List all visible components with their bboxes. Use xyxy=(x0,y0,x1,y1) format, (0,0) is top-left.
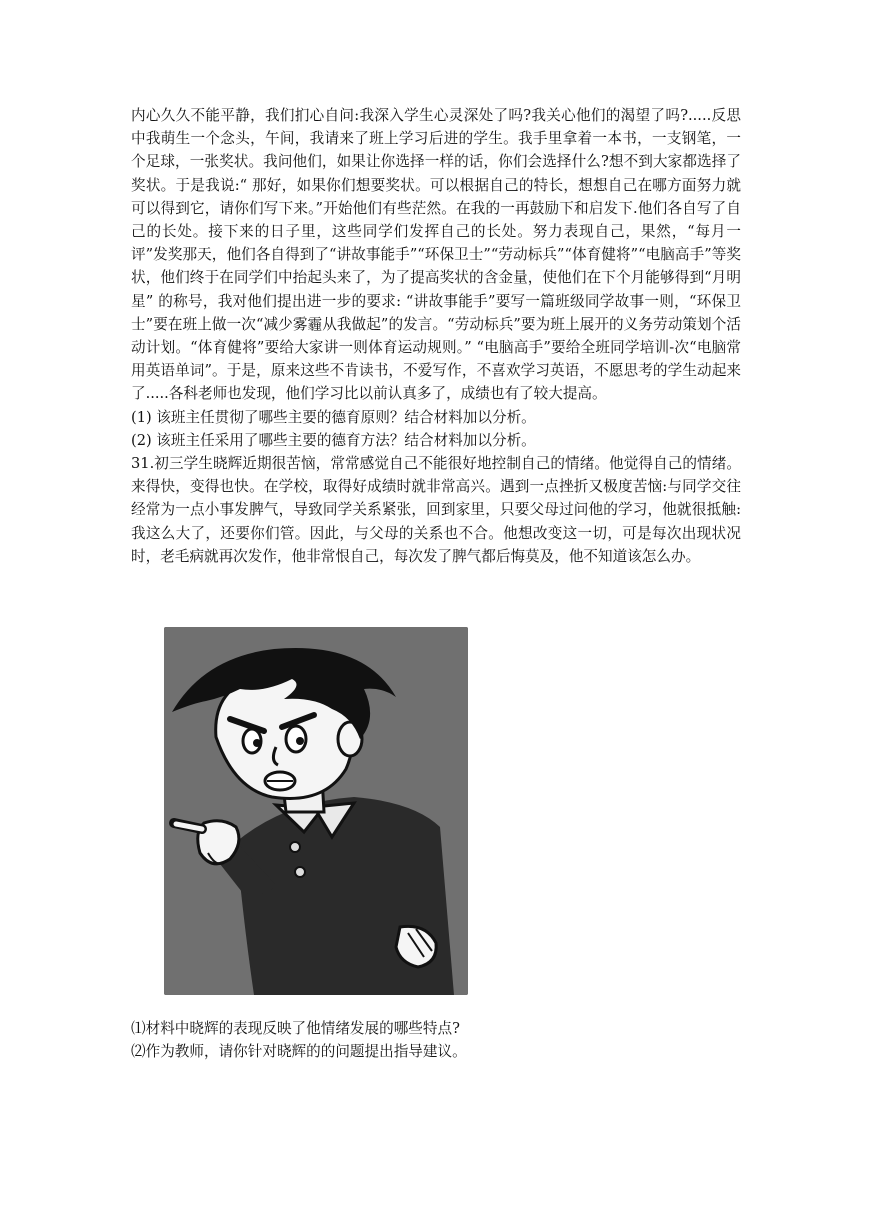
passage-30-paragraph: 内心久久不能平静，我们扪心自问:我深入学生心灵深处了吗?我关心他们的渴望了吗?.....反思中我萌生一个念头，午间，我请来了班上学习后进的学生。我手里拿着一本书，一支钢笔，一个足球，一张奖状。我问他们，如果让你选择一样的话，你们会选择什么?想不到大家都选择了奖状。于是我说:“ 那好，如果你们想要奖状。可以根据自己的特长，想想自己在哪方面努力就可以得到它，请你们写下来。”开始他们有些茫然。在我的一再鼓励下和启发下.他们各自写了自己的长处。接下来的日子里，这些同学们发挥自己的长处。努力表现自己，果然，“每月一评”发奖那天，他们各自得到了“讲故事能手”“环保卫士”“劳动标兵”“体育健将”“电脑高手”等奖状，他们终于在同学们中抬起头来了，为了提高奖状的含金量，使他们在下个月能够得到“月明星” 的称号，我对他们提出进一步的要求: “讲故事能手”要写一篇班级同学故事一则，“环保卫士”要在班上做一次“减少雾霾从我做起”的发言。“劳动标兵”要为班上展开的义务劳动策划个活动计划。“体育健将”要给大家讲一则体育运动规则。” “电脑高手”要给全班同学培训-次“电脑常用英语单词”。于是，原来这些不肯读书，不爱写作，不喜欢学习英语，不愿思考的学生动起来了.....各科老师也发现，他们学习比以前认真多了，成绩也有了较大提高。 xyxy=(131,107,741,403)
passage-30-question-1: (1) 该班主任贯彻了哪些主要的德育原则？结合材料加以分析。 xyxy=(131,408,536,426)
question-31-sub-2: ⑵作为教师，请你针对晓辉的的问题提出指导建议。 xyxy=(131,1043,467,1061)
angry-boy-cartoon-icon xyxy=(164,627,468,995)
question-31-paragraph: 31.初三学生晓辉近期很苦恼，常常感觉自己不能很好地控制自己的情绪。他觉得自己的情绪。来得快，变得也快。在学校，取得好成绩时就非常高兴。遇到一点挫折又极度苦恼:与同学交往经常为一点小事发脾气，导致同学关系紧张，回到家里，只要父母过问他的学习，他就很抵触:我这么大了，还要你们管。因此，与父母的关系也不合。他想改变这一切，可是每次出现状况时，老毛病就再次发作，他非常恨自己，每次发了脾气都后悔莫及，他不知道该怎么办。 xyxy=(131,455,741,565)
question-31-subquestions xyxy=(131,1017,741,1063)
passage-30-question-2: (2) 该班主任采用了哪些主要的德育方法？结合材料加以分析。 xyxy=(131,431,536,449)
document-body xyxy=(131,104,741,568)
question-31-sub-1: ⑴材料中晓辉的表现反映了他情绪发展的哪些特点? xyxy=(131,1020,460,1037)
